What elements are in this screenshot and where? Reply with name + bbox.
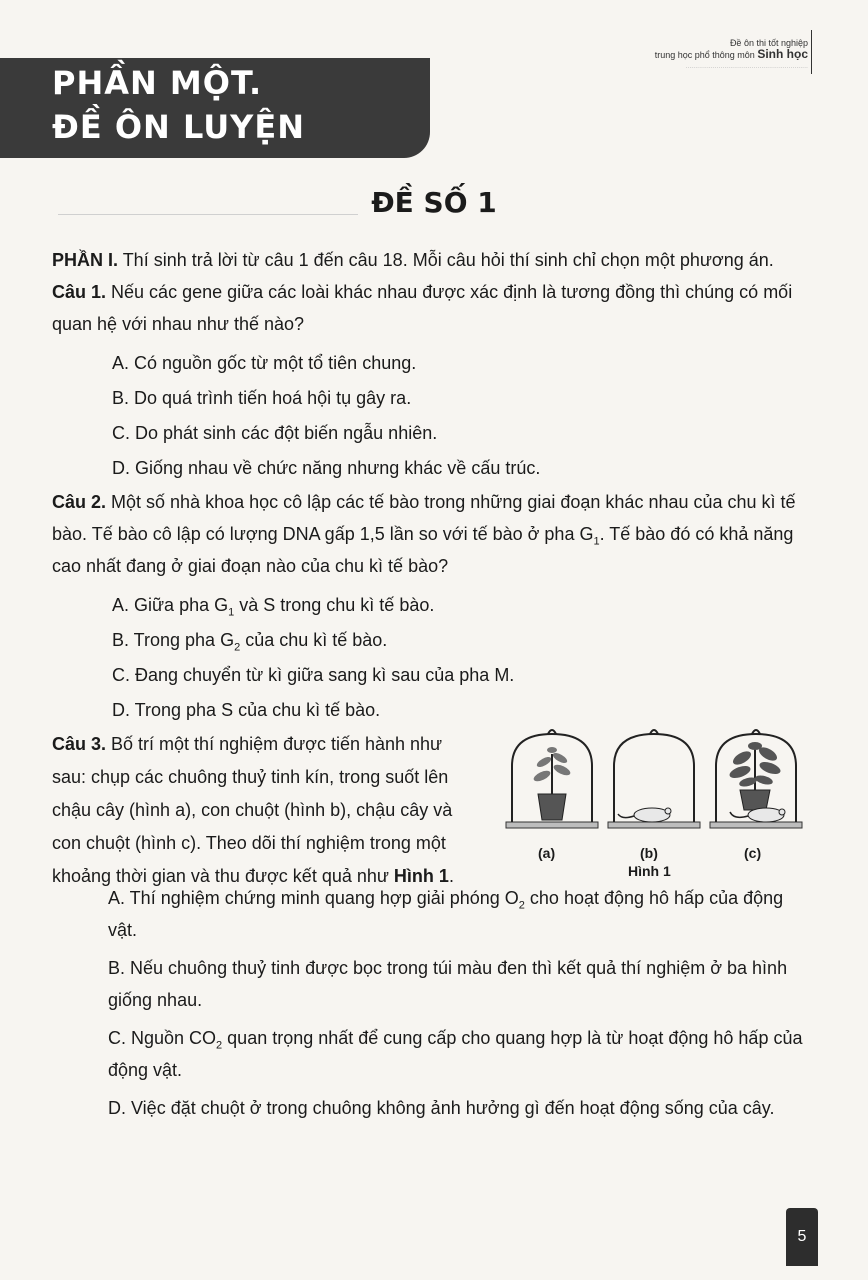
question-3: Câu 3. Bố trí một thí nghiệm được tiến hành như sau: chụp các chuông thuỷ tinh kín, trong suốt lên chậu cây (hình a), con chuột (hình b), chậu cây và con chuột (hình c). Theo dõi thí nghiệm trong một khoảng thời gian và thu được kết quả như Hình 1. [52, 734, 454, 886]
q2-option-b: B. Trong pha $G_2$ của chu kì tế bào. [112, 630, 388, 654]
q2-option-d: D. Trong pha S của chu kì tế bào. [112, 700, 381, 720]
q3-option-d: D. Việc đặt chuột ở trong chuông không ảnh hưởng gì đến hoạt động sống của cây. [108, 1098, 775, 1118]
header-divider [811, 30, 812, 74]
header-line-3: ............................................................... [685, 63, 808, 70]
question-3-figure-ref: Hình 1 [393, 866, 449, 886]
question-1-label: Câu 1. [52, 282, 107, 302]
bell-b-base [608, 822, 700, 828]
exam-title: ĐỀ SỐ 1 [371, 186, 497, 219]
part-title-line-1: PHẦN MỘT. [52, 64, 263, 102]
section-instructions [52, 244, 806, 276]
exam-content [52, 244, 806, 1124]
header-line-1: Đề ôn thi tốt nghiệp [729, 38, 808, 48]
q1-option-c: C. Do phát sinh các đột biến ngẫu nhiên. [112, 423, 438, 443]
figure-label-b: (b) [640, 845, 658, 861]
figure-1 [504, 724, 804, 879]
question-2-label: Câu 2. [52, 492, 107, 512]
question-2 [52, 486, 806, 582]
question-3-text-a: Bố trí một thí nghiệm được tiến hành như sau: chụp các chuông thuỷ tinh kín, trong suốt lên chậu cây (hình a), con chuột (hình b), chậu cây và con chuột (hình c). Theo dõi thí nghiệm trong một khoảng thời gian và thu được kết quả như [52, 734, 453, 886]
question-3-label: Câu 3. [52, 734, 107, 754]
part-title-line-2: ĐỀ ÔN LUYỆN [52, 108, 305, 146]
section-label: PHẦN I. [52, 250, 119, 270]
figure-1-illustration [504, 724, 804, 842]
section-text: Thí sinh trả lời từ câu 1 đến câu 18. Mỗi câu hỏi thí sinh chỉ chọn một phương án. [118, 250, 774, 270]
plant-c-icon [728, 742, 782, 810]
q1-option-d: D. Giống nhau về chức năng nhưng khác về cấu trúc. [112, 458, 541, 478]
q3-option-b: B. Nếu chuông thuỷ tinh được bọc trong túi màu đen thì kết quả thí nghiệm ở ba hình giống nhau. [108, 958, 788, 1010]
header-line-2-prefix: trung học phổ thông môn [654, 50, 755, 60]
figure-label-a: (a) [538, 845, 556, 861]
q3-option-a: A. Thí nghiệm chứng minh quang hợp giải phóng $O_2$ cho hoạt động hô hấp của động vật. [108, 888, 784, 940]
header-subject: Sinh học [757, 47, 808, 61]
question-3-block [52, 728, 806, 886]
q3-option-c: C. Nguồn $CO_2$ quan trọng nhất để cung cấp cho quang hợp là từ hoạt động hô hấp của động vật. [108, 1028, 803, 1080]
q1-option-a: A. Có nguồn gốc từ một tổ tiên chung. [112, 353, 417, 373]
running-header [655, 38, 808, 72]
q1-option-b: B. Do quá trình tiến hoá hội tụ gây ra. [112, 388, 412, 408]
figure-caption: Hình 1 [628, 863, 671, 879]
part-banner [0, 58, 430, 158]
q2-option-a: A. Giữa pha $G_1$ và S trong chu kì tế bào. [112, 595, 435, 619]
plant-a-icon [532, 747, 572, 820]
mouse-c-icon [730, 808, 785, 822]
question-1 [52, 276, 806, 340]
question-1-text: Nếu các gene giữa các loài khác nhau được xác định là tương đồng thì chúng có mối quan hệ với nhau như thế nào? [52, 282, 793, 334]
bell-c-base [710, 822, 802, 828]
question-2-text-a: Một số nhà khoa học cô lập các tế bào trong những giai đoạn khác nhau của chu kì tế bào. Tế bào cô lập có lượng DNA gấp 1,5 lần so với tế bào ở pha G [52, 492, 796, 544]
q2-option-c: C. Đang chuyển từ kì giữa sang kì sau của pha M. [112, 665, 515, 685]
question-2-sub: 1 [593, 535, 600, 548]
mouse-b-icon [618, 808, 671, 822]
question-2-text-b: . Tế bào đó có khả năng cao nhất đang ở giai đoạn nào của chu kì tế bào? [52, 524, 794, 576]
page-number: 5 [786, 1208, 818, 1266]
header-line-2 [655, 49, 808, 61]
bell-a-base [506, 822, 598, 828]
figure-label-c: (c) [744, 845, 762, 861]
